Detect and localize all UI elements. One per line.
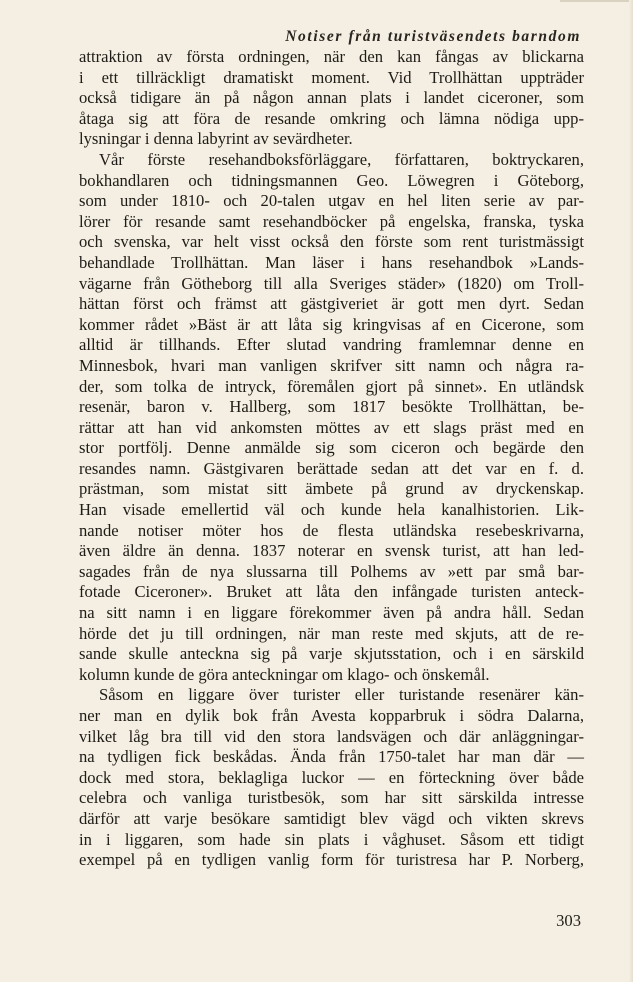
page-edge-shadow xyxy=(629,0,633,982)
text-line: Vår förste resehandboksförläggare, författaren, boktryckaren, xyxy=(99,149,584,169)
text-line: attraktion av första ordningen, när den kan fångas av blickarna xyxy=(79,47,584,66)
text-line: hättan först och främst att gästgiveriet är gott men dyrt. Sedan xyxy=(79,294,584,314)
body-text xyxy=(79,47,584,871)
text-line: der, som tolka de intryck, föremålen gjort på sinnet». En utländsk xyxy=(79,376,584,396)
text-line: fotade Ciceroner». Bruket att låta den infångade turisten anteck- xyxy=(79,582,584,602)
text-line: hörde det ju till ordningen, när man reste med skjuts, att de re- xyxy=(79,623,584,643)
text-line: na tydligen fick beskådas. Ända från 1750-talet har man där — xyxy=(79,747,584,767)
text-line: resenär, baron v. Hallberg, som 1817 besökte Trollhättan, be- xyxy=(79,397,584,417)
running-header: Notiser från turistväsendets barndom xyxy=(285,28,581,45)
text-line: stor portfölj. Denne anmälde sig som ciceron och begärde den xyxy=(79,438,584,458)
text-line: Såsom en liggare över turister eller turistande resenärer kän- xyxy=(99,685,584,705)
top-edge-rule xyxy=(560,0,633,2)
text-line: lörer för resande samt resehandböcker på engelska, franska, tyska xyxy=(79,211,584,231)
text-line: kolumn kunde de göra anteckningar om klago- och önskemål. xyxy=(79,664,490,684)
text-line: Han visade emellertid väl och kunde hela kanalhistorien. Lik- xyxy=(79,500,584,520)
text-line: lysningar i denna labyrint av sevärdheter. xyxy=(79,129,353,149)
text-line: även äldre än denna. 1837 noterar en svensk turist, att han led- xyxy=(79,541,584,561)
text-line: sagades från de nya slussarna till Polhems av »ett par små bar- xyxy=(79,561,584,581)
text-line: åtaga sig att föra de resande omkring och lämna nödiga upp- xyxy=(79,108,584,128)
text-line: celebra och vanliga turistbesök, som har sitt särskilda intresse xyxy=(79,788,584,808)
text-line: rättar att han vid ankomsten möttes av ett slags präst med en xyxy=(79,417,584,437)
text-line: na sitt namn i en liggare förekommer även på andra håll. Sedan xyxy=(79,603,584,623)
text-line: bokhandlaren och tidningsmannen Geo. Löwegren i Göteborg, xyxy=(79,170,584,190)
text-line: exempel på en tydligen vanlig form för turistresa har P. Norberg, xyxy=(79,850,584,870)
text-line: alltid är tillhands. Efter slutad vandring framlemnar denne en xyxy=(79,335,584,355)
text-line: vilket låg bra till vid den stora landsvägen och där anläggningar- xyxy=(79,726,584,746)
text-line: ner man en dylik bok från Avesta kopparbruk i södra Dalarna, xyxy=(79,706,584,725)
text-line: i ett tillräckligt dramatiskt moment. Vid Trollhättan uppträder xyxy=(79,67,584,87)
text-line: därför att varje besökare samtidigt blev vägd och vikten skrevs xyxy=(79,808,584,828)
text-line: och svenska, var helt visst också den förste som rent turistmässigt xyxy=(79,232,584,252)
text-line: prästman, som mistat sitt ämbete på grund av dryckenskap. xyxy=(79,479,584,499)
text-line: behandlade Trollhättan. Man läser i hans resehandbok »Lands- xyxy=(79,252,584,272)
text-line: nande notiser möter hos de flesta utländska resebeskrivarna, xyxy=(79,520,584,540)
text-line: resandes namn. Gästgivaren berättade sedan att det var en f. d. xyxy=(79,458,584,478)
page-number: 303 xyxy=(556,911,581,930)
text-line: som under 1810- och 20-talen utgav en hel liten serie av par- xyxy=(79,191,584,211)
text-line: sande skulle anteckna sig på varje skjutsstation, och i en särskild xyxy=(79,644,584,664)
text-line: också tidigare än på någon annan plats i landet ciceroner, som xyxy=(79,88,584,108)
text-line: in i liggaren, som hade sin plats i våghuset. Såsom ett tidigt xyxy=(79,829,584,849)
text-line: kommer rådet »Bäst är att låta sig kringvisas af en Cicerone, som xyxy=(79,314,584,334)
text-line: vägarne från Götheborg till alla Sveriges städer» (1820) om Troll- xyxy=(79,273,584,293)
text-line: dock med stora, beklagliga luckor — en förteckning över både xyxy=(79,767,584,787)
text-line: Minnesbok, hvari man vanligen skrifver sitt namn och några ra- xyxy=(79,355,584,375)
